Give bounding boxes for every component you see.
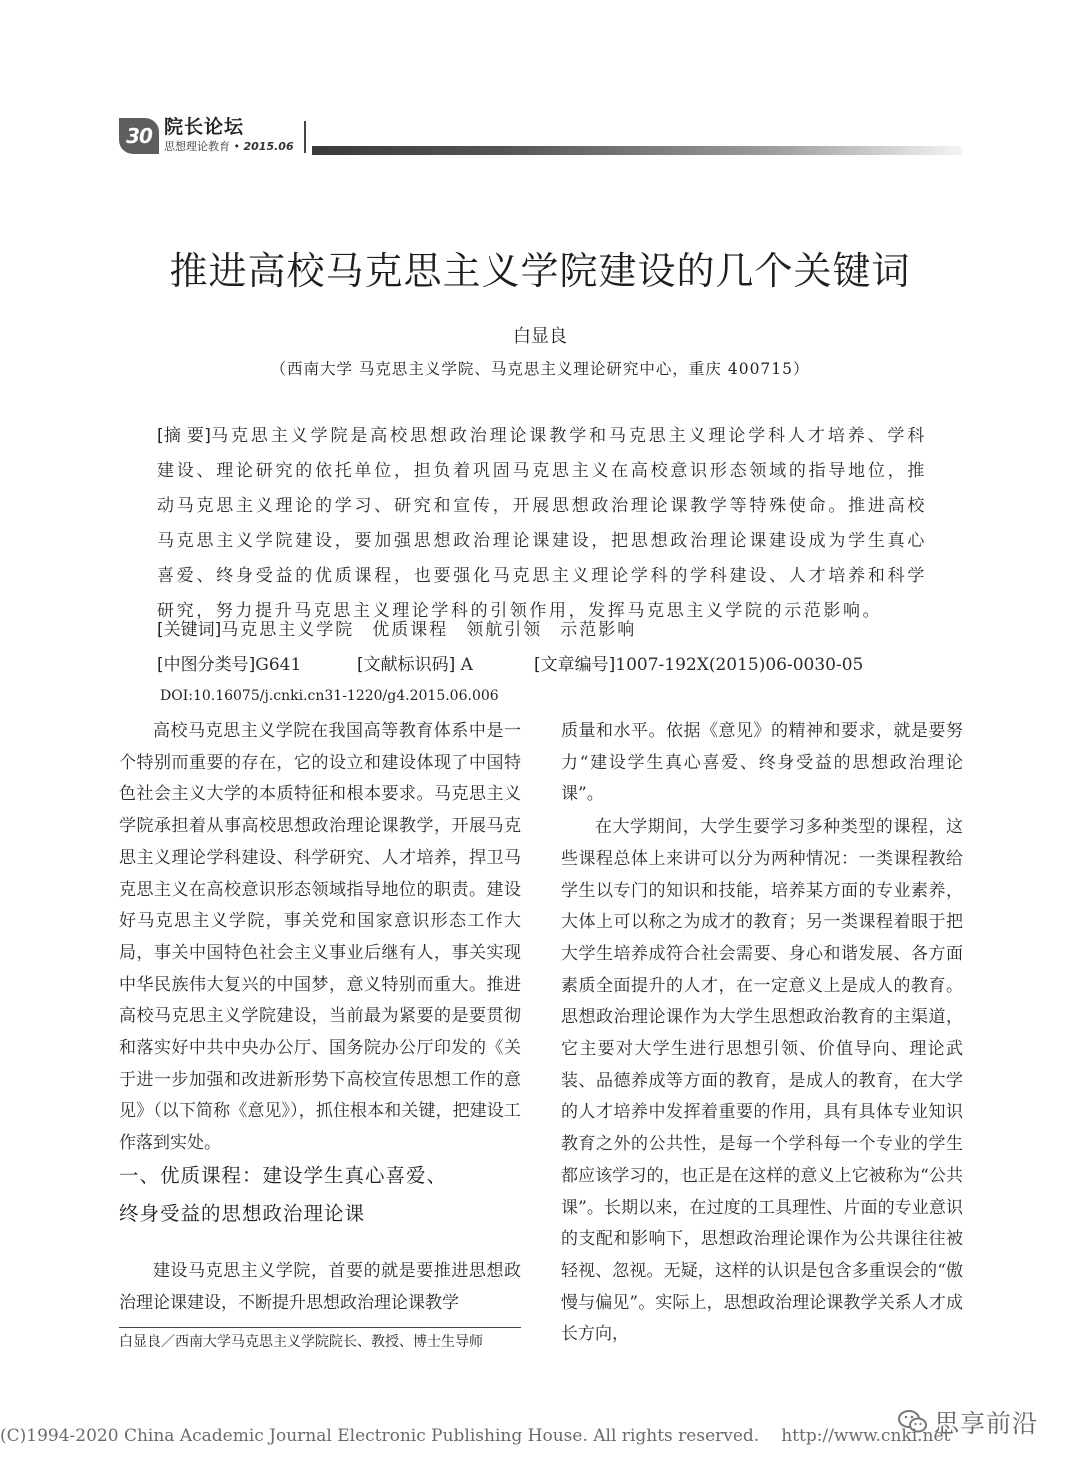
running-header — [164, 116, 294, 155]
body-paragraph: 质量和水平。依据《意见》的精神和要求，就是要努力“建设学生真心喜爱、终身受益的思想政治理论课”。 — [561, 721, 963, 805]
bullet: • — [233, 140, 240, 153]
journal-name: 思想理论教育 — [164, 140, 230, 153]
left-column-2 — [119, 1256, 521, 1319]
left-column — [119, 716, 521, 1160]
clc-value: G641 — [255, 655, 302, 675]
body-paragraph: 建设马克思主义学院，首要的就是要推进思想政治理论课建设，不断提升思想政治理论课教学 — [119, 1261, 521, 1313]
keyword: 马克思主义学院 — [221, 620, 355, 640]
copyright-url: http://www.cnki.net — [781, 1426, 951, 1446]
classification-line — [157, 648, 863, 683]
abstract — [157, 419, 927, 629]
doi: DOI:10.16075/j.cnki.cn31-1220/g4.2015.06.006 — [160, 688, 499, 704]
abstract-text: 马克思主义学院是高校思想政治理论课教学和马克思主义理论学科人才培养、学科建设、理论研究的依托单位，担负着巩固马克思主义在高校意识形态领域的指导地位，推动马克思主义理论的学习、研究和宣传，开展思想政治理论课教学等特殊使命。推进高校马克思主义学院建设，要加强思想政治理论课建设，把思想政治理论课建设成为学生真心喜爱、终身受益的优质课程，也要强化马克思主义理论学科的学科建设、人才培养和科学研究，努力提升马克思主义理论学科的引领作用，发挥马克思主义学院的示范影响。 — [157, 426, 927, 621]
abstract-label: [摘 要] — [157, 426, 211, 446]
header-divider — [304, 121, 306, 153]
issue: 2015.06 — [243, 140, 294, 153]
page-number: 30 — [126, 124, 152, 148]
keyword: 示范影响 — [560, 620, 637, 640]
article-title: 推进高校马克思主义学院建设的几个关键词 — [169, 249, 911, 293]
right-column — [561, 716, 963, 1351]
article-no-value: 1007-192X(2015)06-0030-05 — [615, 655, 864, 675]
watermark-text: 思享前沿 — [934, 1409, 1039, 1438]
section-heading-line: 一、优质课程：建设学生真心喜爱、 — [119, 1164, 448, 1187]
doc-code-label: [文献标识码] — [357, 655, 456, 675]
copyright-text: (C)1994-2020 China Academic Journal Electronic Publishing House. All rights reserved. — [0, 1426, 760, 1446]
keyword: 领航引领 — [466, 620, 543, 640]
page-number-badge — [119, 118, 159, 154]
author-affiliation: （西南大学 马克思主义学院、马克思主义理论研究中心，重庆 400715） — [270, 360, 810, 378]
header-gradient-bar — [312, 146, 962, 155]
keywords — [157, 613, 636, 648]
keywords-label: [关键词] — [157, 620, 222, 640]
journal-issue-line — [164, 139, 294, 155]
body-paragraph: 在大学期间，大学生要学习多种类型的课程，这些课程总体上来讲可以分为两种情况：一类课程教给学生以专门的知识和技能，培养某方面的专业素养，大体上可以称之为成才的教育；另一类课程着眼于把大学生培养成符合社会需要、身心和谐发展、各方面素质全面提升的人才，在一定意义上是成人的教育。思想政治理论课作为大学生思想政治教育的主渠道，它主要对大学生进行思想引领、价值导向、理论武装、品德养成等方面的教育，是成人的教育，在大学的人才培养中发挥着重要的作用，具有具体专业知识教育之外的公共性，是每一个学科每一个专业的学生都应该学习的，也正是在这样的意义上它被称为“公共课”。长期以来，在过度的工具理性、片面的专业意识的支配和影响下，思想政治理论课作为公共课往往被轻视、忽视。无疑，这样的认识是包含多重误会的“傲慢与偏见”。实际上，思想政治理论课教学关系人才成长方向， — [561, 817, 963, 1345]
section-heading — [119, 1157, 529, 1233]
body-paragraph: 高校马克思主义学院在我国高等教育体系中是一个特别而重要的存在，它的设立和建设体现了中国特色社会主义大学的本质特征和根本要求。马克思主义学院承担着从事高校思想政治理论课教学，开展马克思主义理论学科建设、科学研究、人才培养，捍卫马克思主义在高校意识形态领域指导地位的职责。建设好马克思主义学院，事关党和国家意识形态工作大局，事关中国特色社会主义事业后继有人，事关实现中华民族伟大复兴的中国梦，意义特别而重大。推进高校马克思主义学院建设，当前最为紧要的是要贯彻和落实好中共中央办公厅、国务院办公厅印发的《关于进一步加强和改进新形势下高校宣传思想工作的意见》（以下简称《意见》），抓住根本和关键，把建设工作落到实处。 — [119, 721, 521, 1154]
footnote-rule — [119, 1327, 521, 1328]
section-heading-line: 终身受益的思想政治理论课 — [119, 1202, 366, 1225]
copyright-line — [0, 1426, 950, 1446]
footnote: 白显良／西南大学马克思主义学院院长、教授、博士生导师 — [119, 1334, 483, 1350]
article-author: 白显良 — [513, 326, 567, 347]
doc-code-value: A — [460, 655, 473, 675]
keyword: 优质课程 — [372, 620, 449, 640]
article-no-label: [文章编号] — [534, 655, 616, 675]
clc-label: [中图分类号] — [157, 655, 256, 675]
column-title: 院长论坛 — [164, 116, 245, 138]
